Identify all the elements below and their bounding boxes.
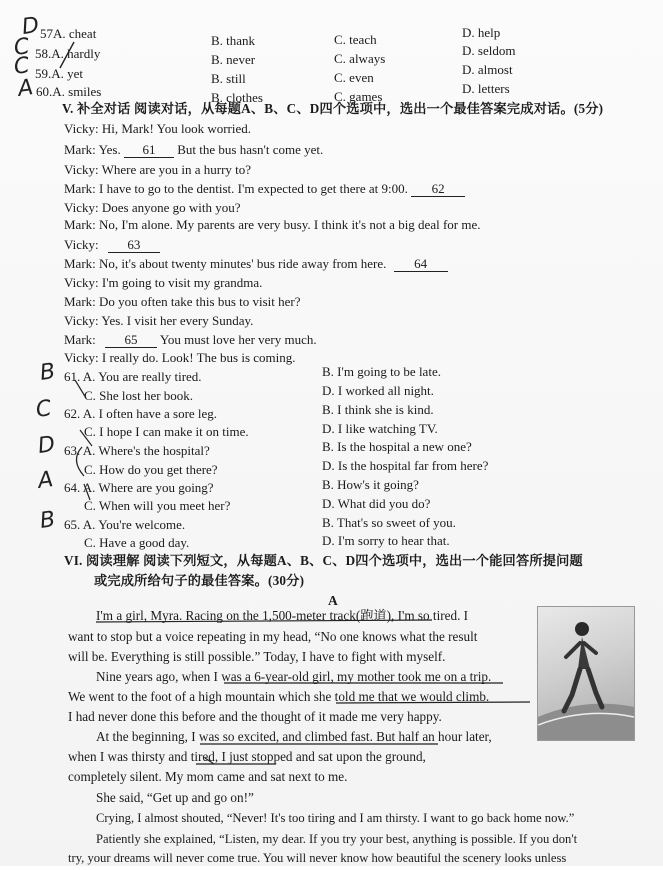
passage-line: try, your dreams will never come true. You will never know how beautiful the scenery looks unless xyxy=(68,851,567,865)
q59-d: D. almost xyxy=(462,62,513,77)
blank-62: 62 xyxy=(411,181,465,197)
q62-option-a: 62. A. I often have a sore leg. xyxy=(64,406,218,421)
q58-b: B. never xyxy=(211,52,256,67)
passage-line: Patiently she explained, “Listen, my dear. If you try your best, anything is possible. If you don't xyxy=(96,832,578,846)
q57-b: B. thank xyxy=(211,33,256,48)
q60-c: C. games xyxy=(334,89,383,104)
q59-b: B. still xyxy=(211,71,246,86)
q64-option-b: B. How's it going? xyxy=(322,477,419,492)
dialogue-line: Vicky: Does anyone go with you? xyxy=(64,200,241,215)
q65-option-c: C. Have a good day. xyxy=(84,535,190,550)
q57-num: 57A. cheat xyxy=(40,26,97,41)
dialogue-line: Mark: 65 You must love her very much. xyxy=(64,332,317,347)
q60-a: 60.A. smiles xyxy=(36,84,102,99)
handwritten-answer-64: A xyxy=(36,467,55,494)
passage-line: want to stop but a voice repeating in my head, “No one knows what the result xyxy=(68,629,478,644)
q61-option-d: D. I worked all night. xyxy=(322,383,434,398)
q59-a: 59.A. yet xyxy=(35,66,84,81)
q57-c: C. teach xyxy=(334,32,377,47)
q62-option-d: D. I like watching TV. xyxy=(322,421,438,436)
blank-64: 64 xyxy=(394,256,448,272)
q65-option-d: D. I'm sorry to hear that. xyxy=(322,533,450,548)
q58-d: D. seldom xyxy=(462,43,516,58)
dialogue-line: Vicky: Where are you in a hurry to? xyxy=(64,162,252,177)
passage-line: We went to the foot of a high mountain which she told me that we would climb. xyxy=(68,689,490,704)
q61-option-c: C. She lost her book. xyxy=(84,388,194,403)
q58-c: C. always xyxy=(334,51,386,66)
passage-line: I'm a girl, Myra. Racing on the 1,500-meter track(跑道), I'm so tired. I xyxy=(96,608,469,623)
q63-option-b: B. Is the hospital a new one? xyxy=(322,439,472,454)
handwritten-answer-63: D xyxy=(36,431,57,460)
passage-line: She said, “Get up and go on!” xyxy=(96,790,254,805)
q64-option-c: C. When will you meet her? xyxy=(84,498,231,513)
dialogue-line: Mark: No, it's about twenty minutes' bus ride away from here. 64 xyxy=(64,256,448,272)
q61-option-a: 61. A. You are really tired. xyxy=(64,369,202,384)
q64-option-d: D. What did you do? xyxy=(322,496,431,511)
q65-option-b: B. That's so sweet of you. xyxy=(322,515,456,530)
passage-line: I had never done this before and the thought of it made me very happy. xyxy=(68,709,442,724)
section-5-title: V. 补全对话 阅读对话，从每题A、B、C、D四个选项中，选出一个最佳答案完成对话。(5分) xyxy=(62,101,604,116)
handwritten-answer-61: B xyxy=(38,359,57,386)
passage-line: Nine years ago, when I was a 6-year-old girl, my mother took me on a trip. xyxy=(96,669,492,684)
handwritten-answer-59: C xyxy=(12,53,32,80)
q63-option-d: D. Is the hospital far from here? xyxy=(322,458,489,473)
passage-line: At the beginning, I was so excited, and climbed fast. But half an hour later, xyxy=(96,729,492,744)
section-6-title: VI. 阅读理解 阅读下列短文，从每题A、B、C、D四个选项中，选出一个能回答所提问题 xyxy=(64,553,583,568)
blank-61: 61 xyxy=(124,142,174,158)
handwritten-answer-60: A xyxy=(16,75,35,102)
blank-65: 65 xyxy=(105,332,157,348)
dialogue-line: Vicky: I really do. Look! The bus is coming. xyxy=(64,350,296,365)
section-6-title-cont: 或完成所给句子的最佳答案。(30分) xyxy=(94,573,305,588)
q60-b: B. clothes xyxy=(211,90,263,105)
passage-label: A xyxy=(328,593,338,608)
dialogue-line: Vicky: Yes. I visit her every Sunday. xyxy=(64,313,254,328)
dialogue-line: Mark: No, I'm alone. My parents are very busy. I think it's not a big deal for me. xyxy=(64,217,481,232)
handwritten-answer-65: B xyxy=(38,507,57,534)
passage-line: when I was thirsty and tired, I just stopped and sat upon the ground, xyxy=(68,749,426,764)
q58-a: 58.A. hardly xyxy=(35,46,101,61)
q63-option-a: 63. A. Where's the hospital? xyxy=(64,443,210,458)
q62-option-c: C. I hope I can make it on time. xyxy=(84,424,249,439)
passage-line: will be. Everything is still possible.” Today, I have to fight with myself. xyxy=(68,649,446,664)
q65-option-a: 65. A. You're welcome. xyxy=(64,517,186,532)
q57-d: D. help xyxy=(462,25,501,40)
handwritten-answer-57: D xyxy=(20,12,41,41)
dialogue-line: Vicky: Hi, Mark! You look worried. xyxy=(64,121,251,136)
passage-line: completely silent. My mom came and sat next to me. xyxy=(68,769,348,784)
dialogue-line: Vicky: I'm going to visit my grandma. xyxy=(64,275,263,290)
q60-d: D. letters xyxy=(462,81,510,96)
dialogue-line: Mark: Yes. 61 But the bus hasn't come yet. xyxy=(64,142,324,157)
passage-line: Crying, I almost shouted, “Never! It's too tiring and I am thirsty. I want to go back home now.” xyxy=(96,811,575,825)
q64-option-a: 64. A. Where are you going? xyxy=(64,480,214,495)
q61-option-b: B. I'm going to be late. xyxy=(322,364,441,379)
q59-c: C. even xyxy=(334,70,374,85)
q63-option-c: C. How do you get there? xyxy=(84,462,218,477)
handwritten-answer-58: C xyxy=(12,34,32,61)
dialogue-line: Mark: Do you often take this bus to visit her? xyxy=(64,294,301,309)
dialogue-line: Vicky: 63 xyxy=(64,237,160,253)
handwritten-answer-62: C xyxy=(34,396,54,423)
q62-option-b: B. I think she is kind. xyxy=(322,402,434,417)
blank-63: 63 xyxy=(108,237,160,253)
dialogue-line: Mark: I have to go to the dentist. I'm expected to get there at 9:00. 62 xyxy=(64,181,465,197)
